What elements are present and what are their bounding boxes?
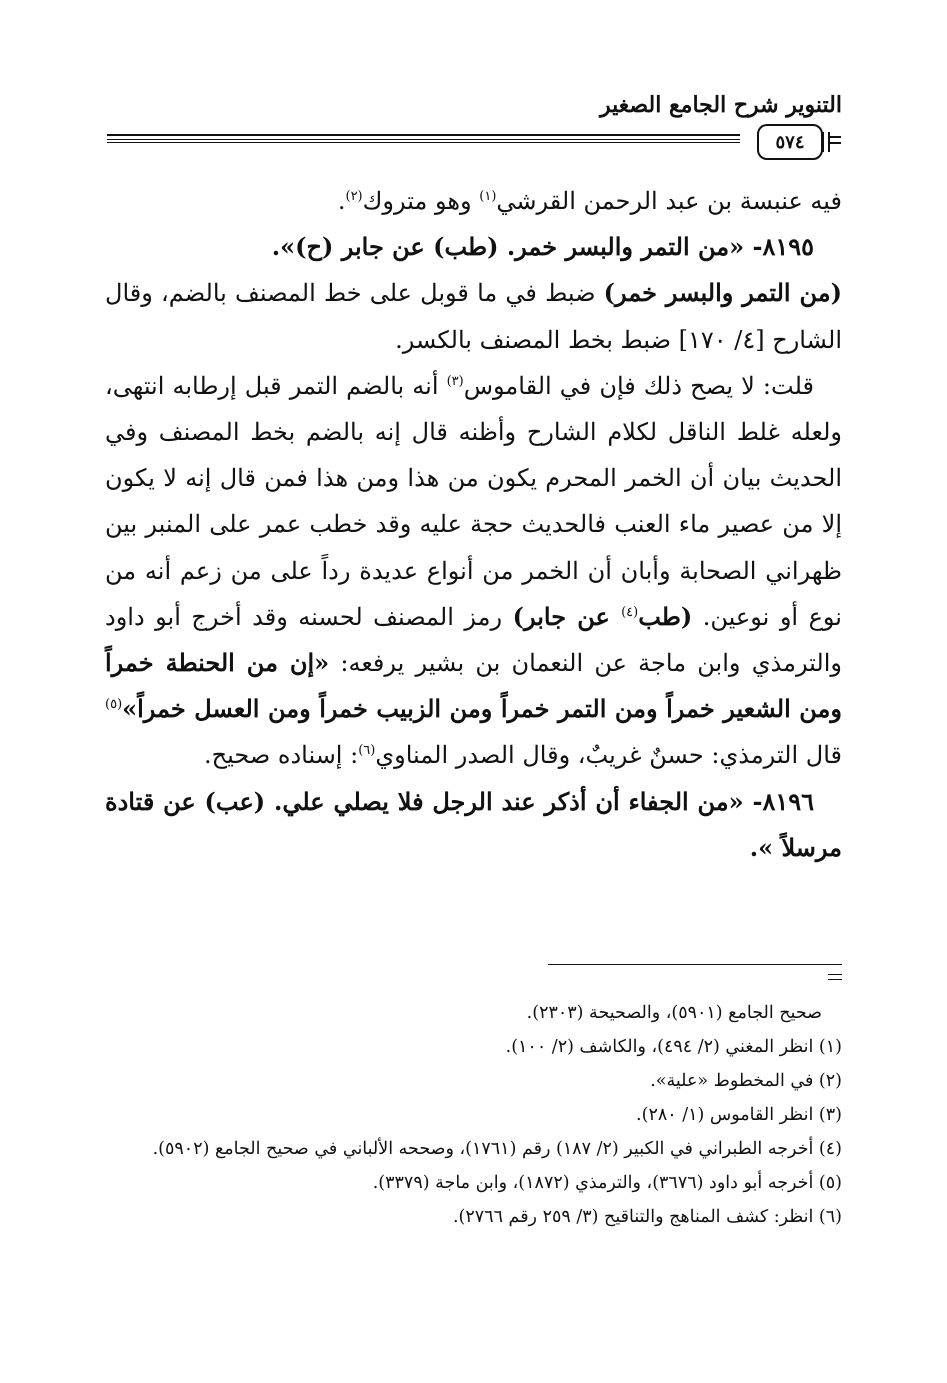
footnote-4: (٤) أخرجه الطبراني في الكبير (٢/ ١٨٧) رقم (١٧٦١)، وصححه الألباني في صحيح الجامع (٥٩٠٢). [152,1139,842,1159]
quoted-hadith: «إن من الحنطة خمراً ومن الشعير خمراً ومن التمر خمراً ومن الزبيب خمراً ومن العسل خمراً» [105,648,842,724]
page-number [757,124,823,160]
footnote-3: (٣) انظر القاموس (١/ ٢٨٠). [636,1105,842,1125]
page-number-text: ٥٧٤ [775,131,805,153]
footnote-1: (١) انظر المغني (٢/ ٤٩٤)، والكاشف (٢/ ١٠٠). [505,1037,842,1057]
footnote-ref-4[interactable]: (٤) [621,604,639,620]
footnote-ref-5[interactable]: (٥) [105,697,123,713]
footnote-continued: صحيح الجامع (٥٩٠١)، والصحيحة (٢٣٠٣). [526,1003,822,1023]
running-title: التنوير شرح الجامع الصغير [600,92,842,118]
paragraph-1: فيه عنبسة بن عبد الرحمن القرشي$^{(١)}$ وهو متروك$^{(٢)}$. [337,187,842,215]
footnotes [105,996,842,1234]
footnote-ref-3[interactable]: (٣) [446,373,464,389]
footnote-2: (٢) في المخطوط «علية». [650,1071,842,1091]
header-dash-ornament [829,136,841,144]
header-rule [107,134,740,140]
footnote-5: (٥) أخرجه أبو داود (٣٦٧٦)، والترمذي (١٨٧٢)، وابن ماجة (٣٣٧٩). [372,1173,842,1193]
footnote-ref-2[interactable]: (٢) [345,189,363,204]
footnote-separator [548,964,842,965]
paragraph-commentary-8195: (من التمر والبسر خمر) ضبط في ما قوبل على خط المصنف بالضم، وقال الشارح [٤/ ١٧٠] ضبط بخط المصنف بالكسر. [105,278,842,354]
footnote-ref-1[interactable]: (١) [479,189,497,204]
main-text [105,178,842,871]
footnote-6: (٦) انظر: كشف المناهج والتناقيح (٣/ ٢٥٩ رقم ٢٧٦٦). [452,1207,842,1227]
quoted-matn: (من التمر والبسر خمر) [603,278,842,308]
footnote-ref-6[interactable]: (٦) [358,743,376,759]
paragraph-qultu: قلت: لا يصح ذلك فإن في القاموس$^{(٣)}$ أنه بالضم التمر قبل إرطابه انتهى، ولعله غلط الناقل لكلام الشارح وأظنه قال إنه بالضم بخط المصنف وفي الحديث بيان أن الخمر المحرم يكون من هذا ومن هذا فمن قال إنه لا يكون إلا من عصير ماء العنب فالحديث حجة عليه وقد خطب عمر على المنبر بين ظهراني الصحابة وأبان أن الخمر من أنواع عديدة رداً على من زعم أنه من نوع أو نوعين. (طب$^{(٤)}$ عن جابر) رمز المصنف لحسنه وقد أخرج أبو داود والترمذي وابن ماجة عن النعمان بن بشير يرفعه: «إن من الحنطة خمراً ومن الشعير خمراً ومن التمر خمراً ومن الزبيب خمراً ومن العسل خمراً»$^{(٥)}$ قال الترمذي: حسنٌ غريبٌ، وقال الصدر المناوي$^{(٦)}$: إسناده صحيح. [105,371,843,770]
hadith-8195: ٨١٩٥- «من التمر والبسر خمر. (طب) عن جابر (ح)». [271,232,814,262]
hadith-8196: ٨١٩٦- «من الجفاء أن أذكر عند الرجل فلا يصلي علي. (عب) عن قتادة مرسلاً ». [105,786,842,862]
footnote-continuation-mark [828,974,842,980]
header-rule-thin [107,142,740,143]
